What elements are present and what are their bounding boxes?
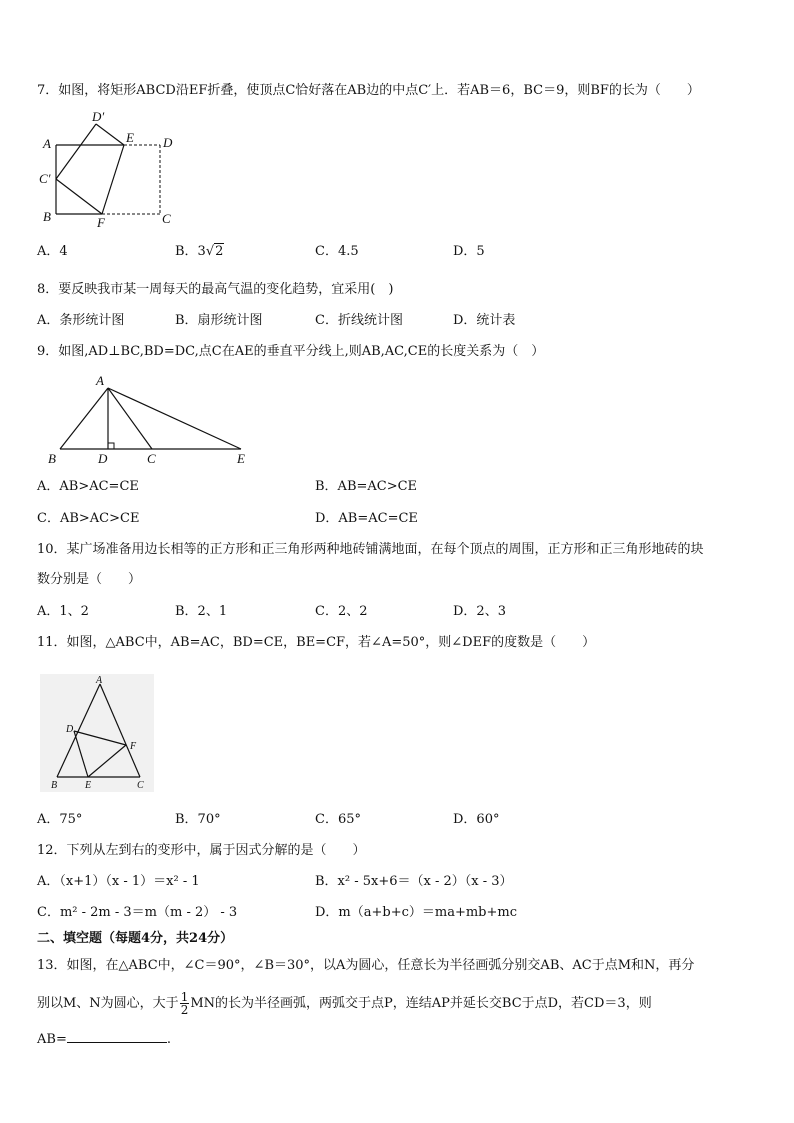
q7-figure [36, 108, 186, 234]
q13-line1: 13．如图，在△ABC中，∠C＝90°，∠B＝30°，以A为圆心，任意长为半径画弧分别交AB、AC于点M和N，再分 [37, 958, 695, 973]
q9-figure [44, 370, 256, 472]
q8-option-c[interactable]: C．折线统计图 [315, 313, 403, 328]
q10-option-a[interactable]: A．1、2 [37, 604, 89, 619]
q9-option-a[interactable]: A．AB>AC=CE [37, 479, 139, 494]
q7-label-b: B [43, 209, 51, 224]
q12-option-a[interactable]: A．（x+1）（x - 1）＝x² - 1 [37, 874, 200, 889]
q10-option-b[interactable]: B．2、1 [175, 604, 228, 619]
q7-label-d-prime: D′ [92, 109, 105, 124]
q8-option-b[interactable]: B．扇形统计图 [175, 313, 263, 328]
q7-option-d[interactable]: D．5 [453, 244, 485, 259]
q9-text: 9．如图,AD⊥BC,BD=DC,点C在AE的垂直平分线上,则AB,AC,CE的长度关系为（ ） [37, 344, 545, 359]
q11-figure [40, 674, 154, 796]
q11-label-c: C [137, 780, 144, 791]
q12-text: 12．下列从左到右的变形中，属于因式分解的是（ ） [37, 843, 366, 858]
q10-text-line1: 10．某广场准备用边长相等的正方形和正三角形两种地砖铺满地面，在每个顶点的周围，正方形和正三角形地砖的块 [37, 542, 704, 557]
q13-answer-blank[interactable] [67, 1030, 167, 1043]
q7-label-f: F [97, 215, 105, 230]
q7-label-a: A [43, 136, 51, 151]
q7-option-c[interactable]: C．4.5 [315, 244, 359, 259]
q13-line2 [37, 990, 652, 1018]
q13-fraction [180, 991, 190, 1016]
q13-line3 [37, 1030, 171, 1049]
q9-label-b: B [48, 451, 56, 466]
q11-label-f: F [130, 741, 137, 752]
q11-label-e: E [85, 780, 92, 791]
q7-label-c-prime: C′ [39, 171, 51, 186]
q13-line3-pre: AB= [37, 1032, 67, 1047]
q12-option-c[interactable]: C．m² - 2m - 3＝m（m - 2） - 3 [37, 905, 238, 920]
q11-label-d: D [66, 724, 74, 735]
q10-option-d[interactable]: D．2、3 [453, 604, 506, 619]
q9-label-c: C [147, 451, 156, 466]
q12-option-d[interactable]: D．m（a+b+c）＝ma+mb+mc [315, 905, 518, 920]
q12-option-b[interactable]: B．x² - 5x+6＝（x - 2）（x - 3） [315, 874, 513, 889]
q7-label-c: C [162, 211, 171, 226]
q11-option-a[interactable]: A．75° [37, 812, 83, 827]
q9-label-e: E [237, 451, 245, 466]
q11-label-b: B [51, 780, 58, 791]
q11-option-d[interactable]: D．60° [453, 812, 500, 827]
q8-text: 8．要反映我市某一周每天的最高气温的变化趋势，宜采用( ) [37, 282, 394, 297]
q7-option-b-radical: √ [205, 244, 215, 259]
section2-title: 二、填空题（每题4分，共24分） [37, 931, 234, 946]
q9-label-a: A [96, 373, 104, 388]
q9-option-c[interactable]: C．AB>AC>CE [37, 511, 140, 526]
q10-text-line2: 数分别是（ ） [37, 572, 142, 587]
q8-option-a[interactable]: A．条形统计图 [37, 313, 125, 328]
q7-option-b-label: B．3 [175, 244, 206, 259]
q11-text: 11．如图，△ABC中，AB=AC，BD=CE，BE=CF，若∠A=50°，则∠DEF的度数是（ ） [37, 635, 596, 650]
q13-line2-pre: 别以M、N为圆心，大于 [37, 996, 179, 1011]
q7-label-e: E [126, 130, 134, 145]
q13-frac-num: 1 [180, 990, 189, 1004]
q8-option-d[interactable]: D．统计表 [453, 313, 516, 328]
q9-option-d[interactable]: D．AB=AC=CE [315, 511, 418, 526]
q13-frac-den: 2 [180, 1003, 189, 1017]
q11-option-c[interactable]: C．65° [315, 812, 361, 827]
q9-label-d: D [98, 451, 108, 466]
q11-label-a: A [96, 675, 103, 686]
q7-label-d: D [163, 135, 173, 150]
q9-option-b[interactable]: B．AB=AC>CE [315, 479, 418, 494]
q7-text: 7．如图，将矩形ABCD沿EF折叠，使顶点C恰好落在AB边的中点C′上．若AB＝6，BC＝9，则BF的长为（ ） [37, 83, 700, 98]
q11-option-b[interactable]: B．70° [175, 812, 221, 827]
q13-line3-post: . [166, 1032, 171, 1047]
q13-line2-post: MN的长为半径画弧，两弧交于点P，连结AP并延长交BC于点D，若CD＝3，则 [190, 996, 652, 1011]
q7-option-a[interactable]: A．4 [37, 244, 68, 259]
q7-option-b-radicand: 2 [215, 244, 224, 259]
q10-option-c[interactable]: C．2、2 [315, 604, 368, 619]
q7-option-b[interactable] [175, 243, 224, 261]
